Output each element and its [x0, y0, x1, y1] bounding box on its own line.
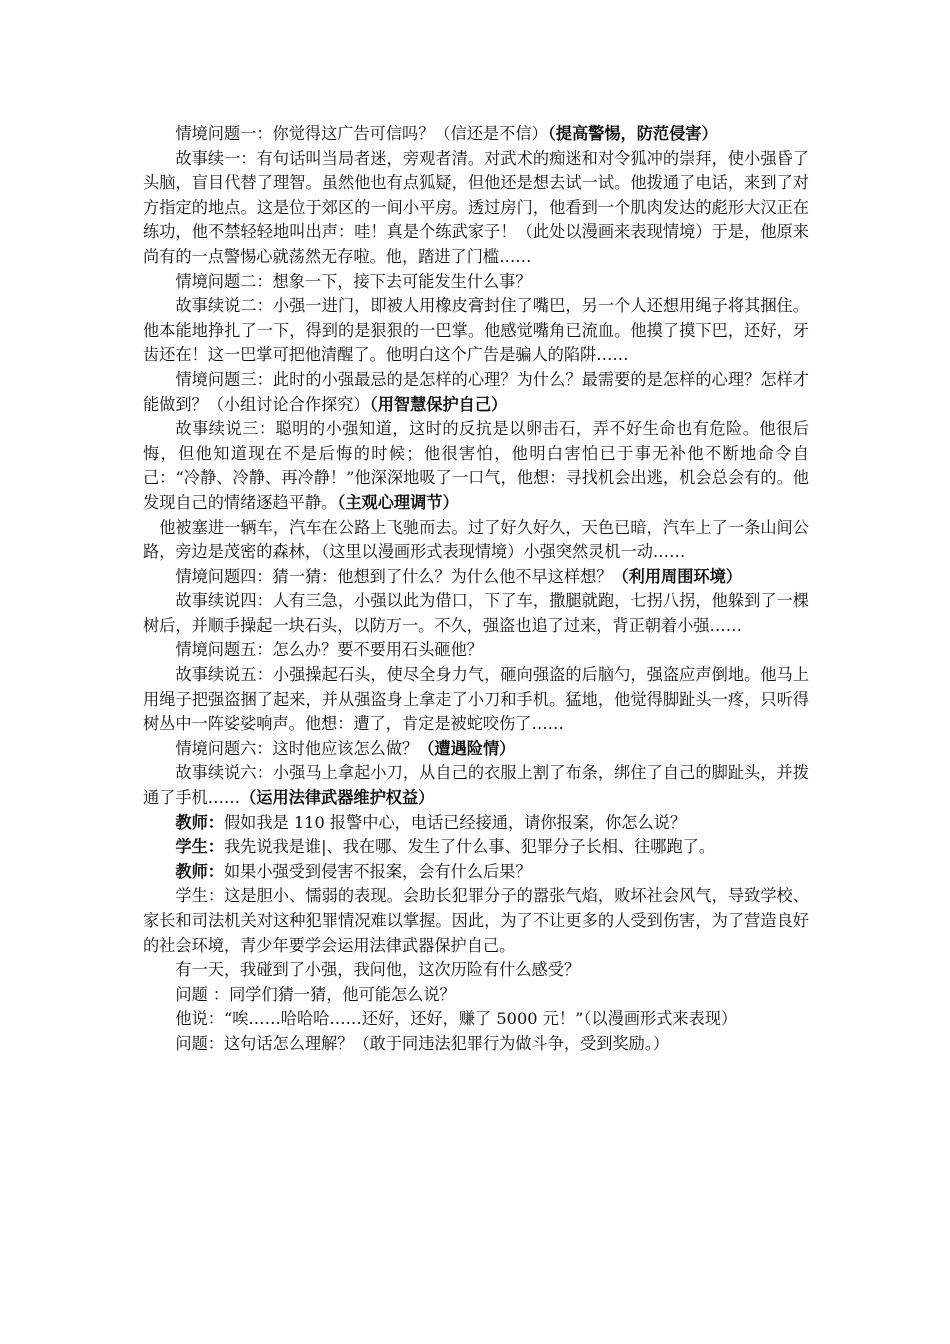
document-page — [143, 122, 809, 1057]
paragraph-question-guess: 问题 ：同学们猜一猜，他可能怎么说？ — [175, 984, 456, 1004]
paragraph-teacher-2: 教师：如果小强受到侵害不报案，会有什么后果？ — [175, 861, 532, 881]
paragraph-question-4: 情境问题四：猜一猜：他想到了什么？为什么他不早这样想？（利用周围环境） — [175, 566, 742, 586]
paragraph-question-6: 情境问题六：这时他应该怎么做？（遭遇险情） — [175, 738, 516, 758]
paragraph-question-3: 情境问题三：此时的小强最忌的是怎样的心理？为什么？最需要的是怎样的心理？怎样才能做到？（小组讨论合作探究）（用智慧保护自己） — [143, 369, 809, 414]
paragraph-story-4: 故事续说四：人有三急，小强以此为借口，下了车，撒腿就跑，七拐八拐，他躲到了一棵树后，并顺手操起一块石头，以防万一。不久，强盗也追了过来，背正朝着小强…… — [143, 591, 809, 635]
paragraph-story-1: 故事续一：有句话叫当局者迷，旁观者清。对武术的痴迷和对令狐冲的崇拜，使小强昏了头脑，盲目代替了理智。虽然他也有点狐疑，但他还是想去试一试。他拨通了电话，来到了对方指定的地点。这是位于郊区的一间小平房。透过房门，他看到一个肌肉发达的彪形大汉正在练功，他不禁轻轻地叫出声：哇！真是个练武家子！（此处以漫画来表现情境）于是，他原来尚有的一点警惕心就荡然无存啦。他，踏进了门槛…… — [143, 148, 809, 266]
paragraph-story-5: 故事续说五：小强操起石头，使尽全身力气，砸向强盗的后脑勺，强盗应声倒地。他马上用绳子把强盗捆了起来，并从强盗身上拿走了小刀和手机。猛地，他觉得脚趾头一疼，只听得树丛中一阵娑娑响声。他想：遭了，肯定是被蛇咬伤了…… — [143, 665, 809, 734]
paragraph-question-2: 情境问题二：想象一下，接下去可能发生什么事？ — [175, 271, 532, 291]
paragraph-encounter: 有一天，我碰到了小强，我问他，这次历险有什么感受？ — [175, 960, 581, 980]
paragraph-question-1: 情境问题一：你觉得这广告可信吗？（信还是不信）（提高警惕，防范侵害） — [175, 124, 718, 143]
paragraph-question-5: 情境问题五：怎么办？要不要用石头砸他？ — [175, 640, 483, 660]
paragraph-student-2: 学生：这是胆小、懦弱的表现。会助长犯罪分子的嚣张气焰，败坏社会风气，导致学校、家长和司法机关对这种犯罪情况难以掌握。因此，为了不让更多的人受到伤害，为了营造良好的社会环境，青少年要学会运用法律武器保护自己。 — [143, 886, 809, 955]
paragraph-student-1: 学生：我先说我是谁|、我在哪、发生了什么事、犯罪分子长相、往哪跑了。 — [175, 837, 716, 857]
paragraph-question-meaning: 问题：这句话怎么理解？（敢于同违法犯罪行为做斗争，受到奖励。） — [175, 1033, 670, 1053]
paragraph-story-3b: 他被塞进一辆车，汽车在公路上飞驰而去。过了好久好久，天色已暗，汽车上了一条山间公路，旁边是茂密的森林，（这里以漫画形式表现情境）小强突然灵机一动…… — [143, 517, 809, 562]
paragraph-story-3: 故事续说三：聪明的小强知道，这时的反抗是以卵击石，弄不好生命也有危险。他很后悔，但他知道现在不是后悔的时候；他很害怕，他明白害怕已于事无补他不断地命令自己：“冷静、冷静、再冷静！”他深深地吸了一口气，他想：寻找机会出逃，机会总会有的。他发现自己的情绪逐趋平静。（主观心理调节） — [143, 419, 809, 512]
paragraph-he-said: 他说：“唉……哈哈哈……还好，还好，赚了 5000 元！”（以漫画形式来表现） — [175, 1009, 738, 1029]
paragraph-story-6: 故事续说六：小强马上拿起小刀，从自己的衣服上割了布条，绑住了自己的脚趾头，并拨通了手机……（运用法律武器维护权益） — [143, 763, 809, 808]
paragraph-story-2: 故事续说二：小强一进门，即被人用橡皮膏封住了嘴巴，另一个人还想用绳子将其捆住。他本能地挣扎了一下，得到的是狠狠的一巴掌。他感觉嘴角已流血。他摸了摸下巴，还好，牙齿还在！这一巴掌可把他清醒了。他明白这个广告是骗人的陷阱…… — [143, 296, 809, 365]
paragraph-teacher-1: 教师：假如我是 110 报警中心，电话已经接通，请你报案，你怎么说？ — [175, 812, 687, 832]
